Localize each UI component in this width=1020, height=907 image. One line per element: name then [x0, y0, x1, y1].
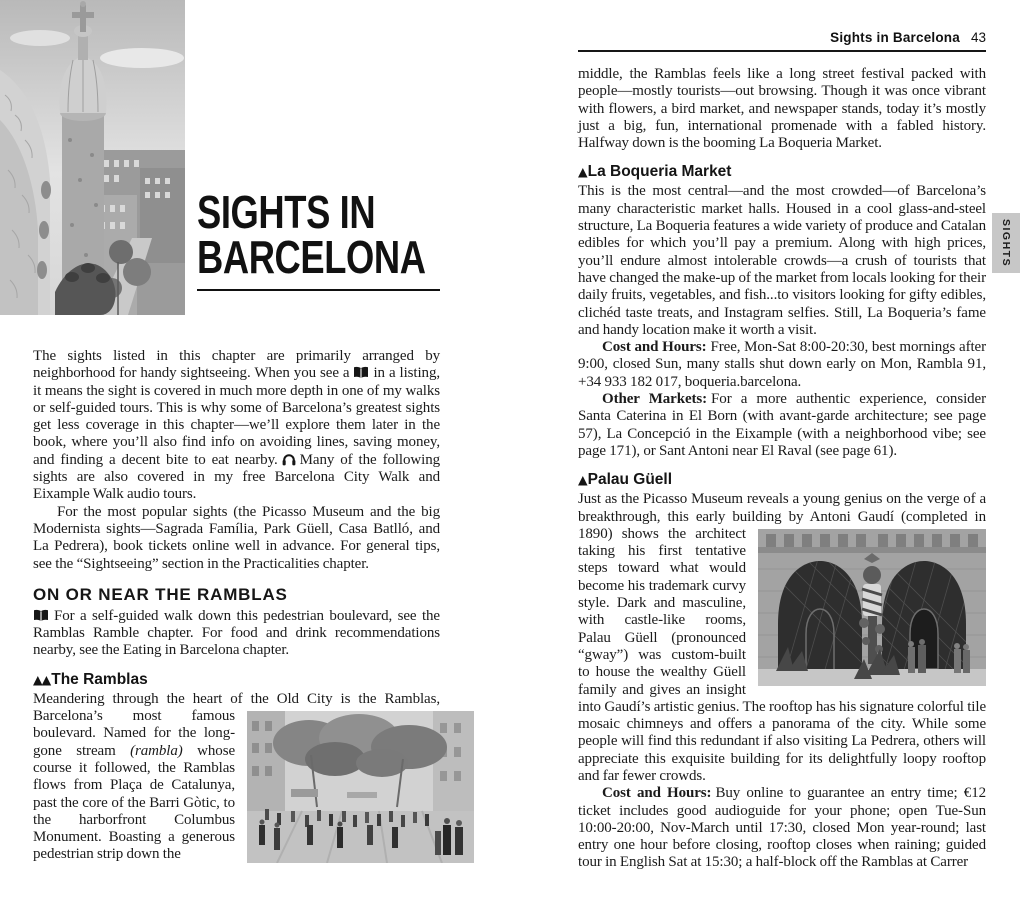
sight-title-palau-guell: Palau Güell: [587, 471, 673, 489]
other-markets-text: For a more authentic experience, consider Santa Caterina in El Born (with avant-garde architecture; see page 57), La Concepció in the Eixample (with a neighborhood vibe; see page 171), or Sant Antoni near El Raval (see page 61).: [578, 391, 986, 459]
intro-text-b: in a listing, it means the sight is covered in much more depth in one of my walks or self-guided tours. This is why some of Barcelona’s greatest sights get less coverage in this chapter—we’ll explore them later in the book, where you’ll also find info on avoiding lines, saving money, and finding a decent bite to eat nearby.: [33, 365, 441, 468]
triangle-rating-icon: ▲: [578, 164, 587, 180]
palau-guell-entrance-photo: [758, 529, 986, 686]
open-book-icon: [353, 366, 369, 379]
chapter-title-line-2: BARCELONA: [197, 231, 426, 283]
ramblas-text-a: Barcelona’s most famous boulevard. Named for the long-gone stream: [33, 708, 235, 759]
chapter-title: [197, 186, 447, 291]
ramblas-paragraph: [33, 708, 474, 864]
ramblas-street-photo: [247, 711, 474, 863]
running-head: [578, 30, 986, 52]
left-text-column: [33, 348, 474, 867]
boqueria-body-paragraph: This is the most central—and the most crowded—of Barcelona’s many characteristic market halls. Housed in a cool glass-and-steel structure, La Boqueria features a wide variety of produce and Catalan edibles for which you’ll pay a premium. Along with high prices, you’ll endure almost intolerable crowds—a crush of tourists that have changed the make-up of the market from locals looking for their daily fruits, vegetables, and fish...to visitors looking for gifty edibles, clichéd taste treats, and Instagram selfies. Still, La Boqueria’s fame and handy location make it worth a visit.: [578, 183, 986, 338]
other-markets-paragraph: [578, 391, 986, 460]
ramblas-italic-term: (rambla): [130, 742, 183, 759]
boqueria-cost-text: Free, Mon-Sat 8:00-20:30, best mornings after 9:00, closed Sun, many stalls shut down early on Mon, Rambla 91, +34 933 182 017, boqueria.barcelona.: [578, 339, 986, 390]
chapter-title-line-1: SIGHTS IN: [197, 186, 376, 238]
sight-heading-la-boqueria-market: [578, 162, 986, 181]
cost-and-hours-label: Cost and Hours:: [602, 785, 712, 802]
right-page: [510, 0, 1020, 907]
palau-paragraph-lead-lines: Just as the Picasso Museum reveals a young genius on the verge of a breakthrough, this early building by Antoni Gaudí (completed in: [578, 491, 986, 525]
intro-paragraph-1: [33, 348, 440, 504]
sight-heading-the-ramblas: [33, 670, 440, 689]
boqueria-cost-paragraph: [578, 339, 986, 391]
other-markets-label: Other Markets:: [602, 391, 708, 408]
right-text-column: [578, 30, 986, 872]
sight-heading-palau-guell: [578, 470, 986, 489]
headphones-icon: [282, 453, 296, 466]
sight-title-the-ramblas: The Ramblas: [51, 670, 148, 688]
open-book-icon: [33, 609, 49, 622]
ramblas-paragraph-lead-line: Meandering through the heart of the Old City is the Ramblas,: [33, 690, 440, 707]
running-head-title: Sights in Barcelona: [830, 30, 960, 45]
sights-section-tab: SIGHTS: [992, 213, 1020, 273]
section-intro-text: For a self-guided walk down this pedestrian boulevard, see the Ramblas Ramble chapter. For food and drink recommendations nearby, see the Eating in Barcelona chapter.: [33, 607, 440, 659]
ramblas-text-b: whose course it followed, the Ramblas flows from Plaça de Catalunya, past the core of the Barri Gòtic, to the harborfront Columbus Monument. Boasting a generous pedestrian strip down the: [33, 742, 235, 863]
palau-cost-paragraph: [578, 785, 986, 871]
casa-batllo-rooftop-photo: [0, 0, 185, 315]
intro-text-c: Many of the following sights are also covered in my free Barcelona City Walk and Eixample Walk audio tours.: [33, 451, 440, 503]
double-triangle-rating-icon: ▲▲: [33, 671, 51, 687]
intro-text-a: The sights listed in this chapter are primarily arranged by neighborhood for handy sightseeing. When you see a: [33, 348, 440, 382]
casa-batllo-photo-graphic: [0, 0, 185, 315]
ramblas-photo-graphic: [247, 711, 474, 863]
continuation-paragraph: middle, the Ramblas feels like a long street festival packed with people—mostly tourists—out browsing. Though it was once vibrant with flowers, a bird market, and newspaper stands, today it’s mostly just a big, fun, international promenade with a fabled history. Halfway down is the booming La Boqueria Market.: [578, 66, 986, 152]
section-intro-paragraph: [33, 608, 440, 660]
palau-paragraph: [578, 526, 986, 785]
sight-title-la-boqueria: La Boqueria Market: [587, 163, 732, 181]
palau-guell-photo-graphic: [758, 529, 986, 686]
chapter-title-underline: [197, 289, 440, 291]
intro-paragraph-2: For the most popular sights (the Picasso Museum and the big Modernista sights—Sagrada Família, Park Güell, Casa Batlló, and La Pedrera), book tickets online well in advance. For general tips, see the “Sightseeing” section in the Practicalities chapter.: [33, 503, 440, 572]
triangle-rating-icon: ▲: [578, 472, 587, 488]
cost-and-hours-label: Cost and Hours:: [602, 339, 707, 356]
section-heading-on-or-near-the-ramblas: ON OR NEAR THE RAMBLAS: [33, 584, 288, 604]
page-number: 43: [970, 30, 986, 45]
palau-body-rest-text: 1890) shows the architect taking his first tentative steps toward what would become his trademark curvy style. Dark and masculine, with castle-like rooms, Palau Güell (pronounced “gway”) was custom-built to house the wealthy Güell family and gives an insight into Gaudí’s artistic genius. The rooftop has his signature colorful tile mosaic chimneys and offers a panorama of the city. While some people will find this redundant if also visiting La Pedrera, others will appreciate this exquisite building for its delightfully loopy rooftop and far fewer crowds.: [578, 525, 986, 784]
palau-cost-text: Buy online to guarantee an entry time; €12 ticket includes good audioguide for your phone; open Tue-Sun 10:00-20:00, Nov-March until 17:30, closed Mon year-round; last entry one hour before closing, rooftop closes when raining; guided tour in English Sat at 15:30; a half-block off the Ramblas at Carrer: [578, 785, 987, 871]
